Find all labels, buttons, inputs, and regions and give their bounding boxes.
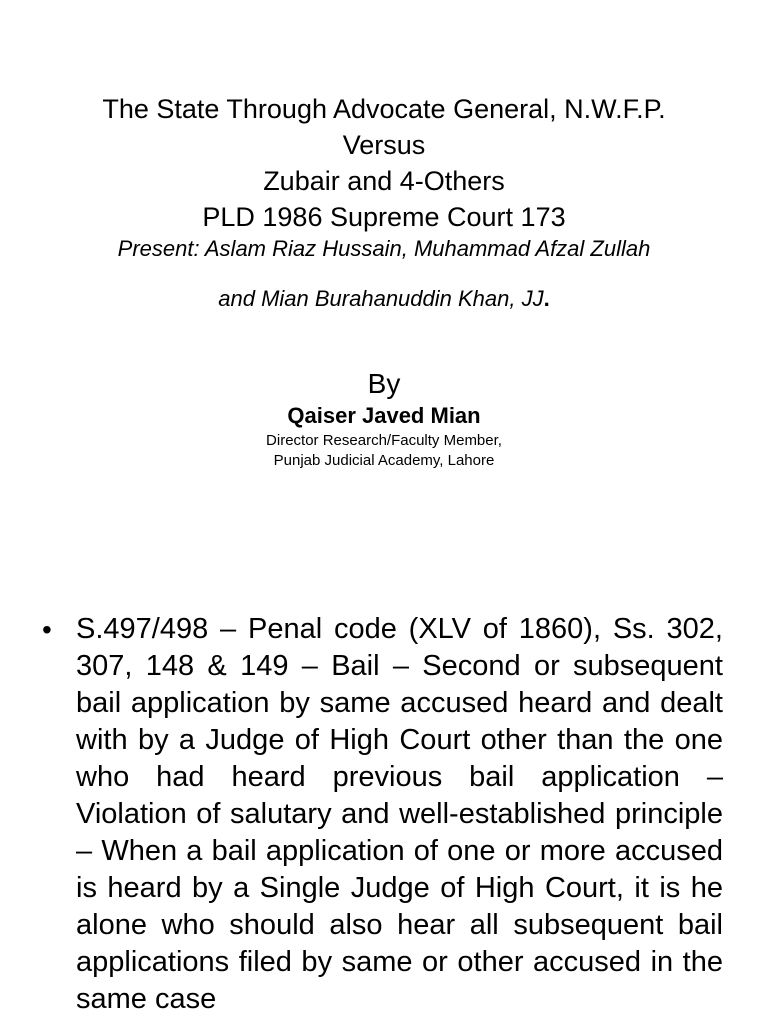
author-block <box>0 366 768 471</box>
versus-line: Versus <box>342 130 426 160</box>
bench-line-2-period: . <box>543 286 550 311</box>
bench-line-2 <box>0 285 768 313</box>
bullet-icon: • <box>42 614 52 645</box>
case-title-line: The State Through Advocate General, N.W.F.P. <box>102 94 666 124</box>
headnote-bullet <box>42 611 723 1018</box>
citation-line: PLD 1986 Supreme Court 173 <box>202 202 566 232</box>
bench-line-2-text: and Mian Burahanuddin Khan, JJ <box>218 286 544 311</box>
headnote-text: S.497/498 – Penal code (XLV of 1860), Ss. 302, 307, 148 & 149 – Bail – Second or subsequent bail application by same accused heard and dealt with by a Judge of High Court other than the one who had heard previous bail application – Violation of salutary and well-established principle – When a bail application of one or more accused is heard by a Single Judge of High Court, it is he alone who should also hear all subsequent bail applications filed by same or other accused in the same case <box>76 613 723 1015</box>
author-name: Qaiser Javed Mian <box>287 403 481 428</box>
slide-title-block <box>0 91 768 313</box>
bench-line-1: Present: Aslam Riaz Hussain, Muhammad Afzal Zullah <box>117 236 651 261</box>
by-label: By <box>367 368 401 399</box>
author-role-line-1: Director Research/Faculty Member, <box>266 432 502 449</box>
respondent-line: Zubair and 4-Others <box>263 166 505 196</box>
author-role-line-2: Punjab Judicial Academy, Lahore <box>273 452 495 469</box>
